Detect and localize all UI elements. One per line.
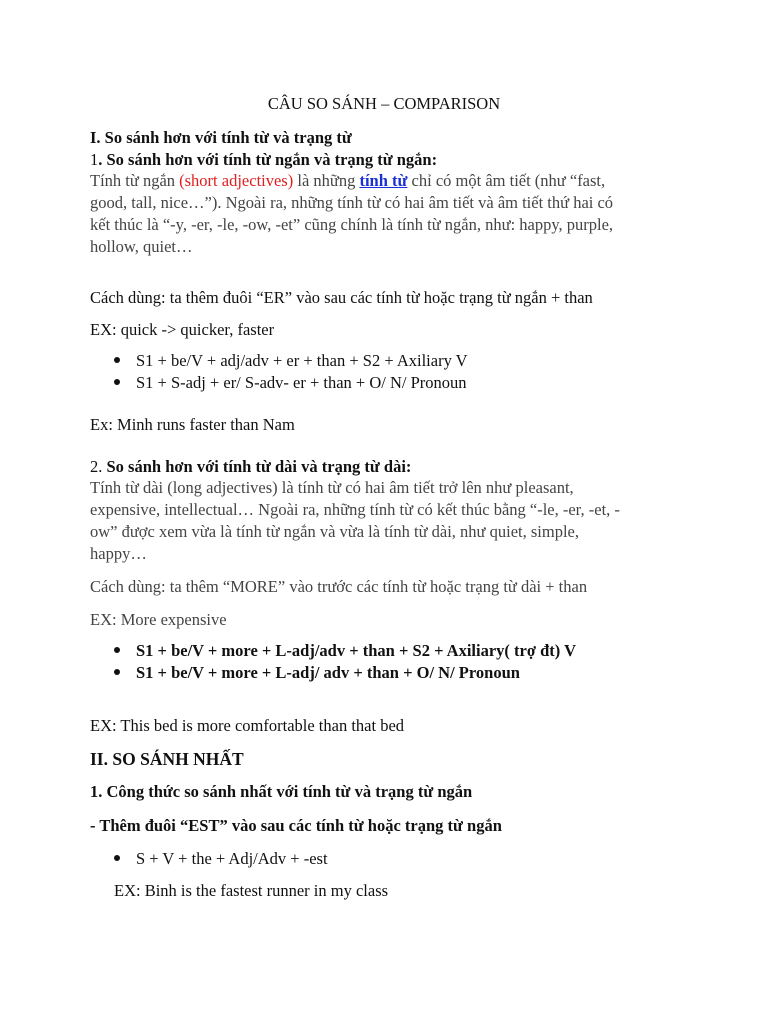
subsection-1-number: 1 bbox=[90, 150, 99, 169]
bullet-dot bbox=[114, 855, 120, 861]
paragraph-line: hollow, quiet… bbox=[90, 237, 193, 256]
formula-bullet: S1 + be/V + more + L-adj/adv + than + S2 + Axiliary( trợ đt) V bbox=[136, 641, 577, 660]
highlight-short-adjectives: (short adjectives) bbox=[179, 171, 294, 190]
example-text: EX: quick -> quicker, faster bbox=[90, 320, 275, 339]
subsection-1-title: . So sánh hơn với tính từ ngắn và trạng từ ngắn: bbox=[98, 150, 438, 169]
paragraph-line bbox=[90, 170, 605, 192]
usage-text: Cách dùng: ta thêm “MORE” vào trước các tính từ hoặc trạng từ dài + than bbox=[90, 577, 588, 596]
example-sentence: EX: Binh is the fastest runner in my class bbox=[114, 881, 389, 900]
subsection-1-heading bbox=[90, 149, 437, 171]
section-2-subheading: 1. Công thức so sánh nhất với tính từ và trạng từ ngắn bbox=[90, 782, 473, 801]
text-span: là những bbox=[293, 171, 360, 190]
text-span: chỉ có một âm tiết (như “fast, bbox=[407, 171, 606, 190]
paragraph-line: ow” được xem vừa là tính từ ngắn và vừa là tính từ dài, như quiet, simple, bbox=[90, 522, 579, 541]
section-1-heading: I. So sánh hơn với tính từ và trạng từ bbox=[90, 128, 352, 147]
subsection-2-heading bbox=[90, 456, 411, 478]
formula-bullet: S1 + S-adj + er/ S-adv- er + than + O/ N/ Pronoun bbox=[136, 373, 467, 392]
paragraph-line: good, tall, nice…”). Ngoài ra, những tính từ có hai âm tiết và âm tiết thứ hai có bbox=[90, 193, 614, 212]
example-sentence: Ex: Minh runs faster than Nam bbox=[90, 415, 295, 434]
example-sentence: EX: This bed is more comfortable than that bed bbox=[90, 716, 405, 735]
section-2-heading: II. SO SÁNH NHẤT bbox=[90, 749, 244, 769]
example-text: EX: More expensive bbox=[90, 610, 227, 629]
formula-bullet: S1 + be/V + adj/adv + er + than + S2 + Axiliary V bbox=[136, 351, 468, 370]
bullet-dot bbox=[114, 357, 120, 363]
paragraph-line: kết thúc là “-y, -er, -le, -ow, -et” cũng chính là tính từ ngắn, như: happy, purple, bbox=[90, 215, 614, 234]
page-title: CÂU SO SÁNH – COMPARISON bbox=[267, 94, 501, 113]
link-tinh-tu[interactable]: tính từ bbox=[359, 171, 408, 190]
subsection-2-number: 2. bbox=[90, 457, 107, 476]
paragraph-line: Tính từ dài (long adjectives) là tính từ có hai âm tiết trở lên như pleasant, bbox=[90, 478, 574, 497]
bullet-dot bbox=[114, 669, 120, 675]
usage-text: Cách dùng: ta thêm đuôi “ER” vào sau các tính từ hoặc trạng từ ngắn + than bbox=[90, 288, 593, 307]
bullet-dot bbox=[114, 379, 120, 385]
rule-text: - Thêm đuôi “EST” vào sau các tính từ hoặc trạng từ ngắn bbox=[90, 816, 502, 835]
text-span: Tính từ ngắn bbox=[90, 171, 180, 190]
bullet-dot bbox=[114, 647, 120, 653]
formula-bullet: S + V + the + Adj/Adv + -est bbox=[136, 849, 328, 868]
subsection-2-title: So sánh hơn với tính từ dài và trạng từ dài: bbox=[106, 457, 412, 476]
formula-bullet: S1 + be/V + more + L-adj/ adv + than + O/ N/ Pronoun bbox=[136, 663, 520, 682]
paragraph-line: expensive, intellectual… Ngoài ra, những tính từ có kết thúc bằng “-le, -er, -et, - bbox=[90, 500, 620, 519]
paragraph-line: happy… bbox=[90, 544, 147, 563]
